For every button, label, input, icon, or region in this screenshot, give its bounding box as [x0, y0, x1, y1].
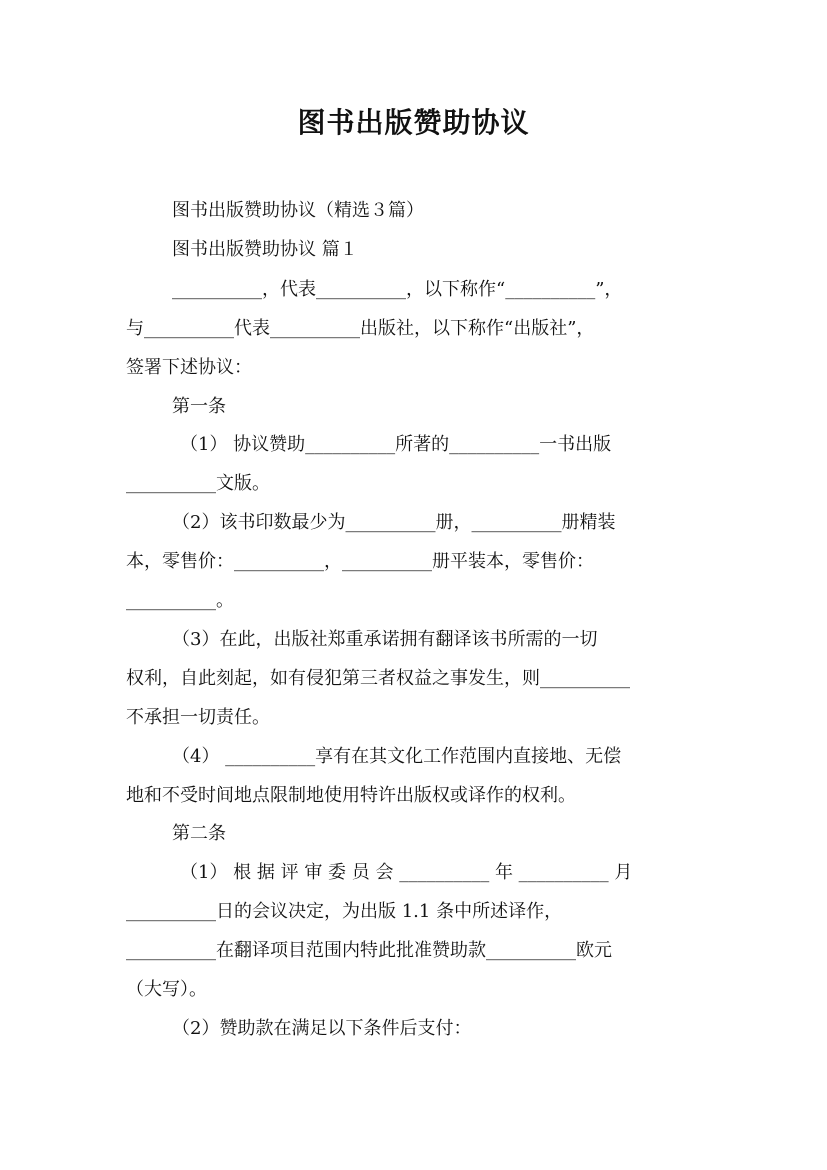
paragraph-line-3: 签署下述协议：: [126, 357, 252, 378]
article-2-item-1-line-1: （1） 根 据 评 审 委 员 会 __________ 年 __________ 月: [180, 862, 633, 883]
document-title: 图书出版赞助协议: [297, 106, 530, 139]
paragraph-line-2: 与__________代表__________出版社，以下称作“出版社”，: [126, 318, 595, 339]
article-1-item-3-line-2: 权利，自此刻起，如有侵犯第三者权益之事发生，则__________: [126, 668, 630, 689]
article-1-item-2-line-2: 本，零售价：__________，__________册平装本，零售价：: [126, 551, 594, 572]
article-1-item-4-line-1: （4） __________享有在其文化工作范围内直接地、无偿: [172, 746, 622, 767]
article-heading-1: 第一条: [172, 396, 226, 417]
subtitle-line: 图书出版赞助协议（精选３篇）: [172, 200, 424, 221]
article-1-item-1-line-2: __________文版。: [126, 473, 270, 494]
section-heading-line: 图书出版赞助协议 篇１: [172, 239, 358, 260]
article-heading-2: 第二条: [172, 823, 226, 844]
article-1-item-2-line-3: __________。: [126, 590, 234, 611]
paragraph-line-1: __________，代表__________，以下称作“__________”，: [172, 279, 623, 300]
article-2-item-1-line-3: __________在翻译项目范围内特此批准赞助款__________欧元: [126, 940, 612, 961]
article-2-item-1-line-2: __________日的会议决定，为出版 1.1 条中所述译作，: [126, 901, 563, 922]
article-1-item-4-line-2: 地和不受时间地点限制地使用特许出版权或译作的权利。: [126, 785, 576, 806]
article-1-item-3-line-1: （3）在此，出版社郑重承诺拥有翻译该书所需的一切: [172, 629, 598, 650]
article-1-item-1-line-1: （1） 协议赞助__________所著的__________一书出版: [180, 434, 612, 455]
article-2-item-1-line-4: （大写）。: [126, 979, 207, 1000]
article-1-item-3-line-3: 不承担一切责任。: [126, 707, 270, 728]
article-2-item-2-line-1: （2）赞助款在满足以下条件后支付：: [172, 1018, 472, 1039]
article-1-item-2-line-1: （2）该书印数最少为__________册，__________册精装: [172, 512, 616, 533]
